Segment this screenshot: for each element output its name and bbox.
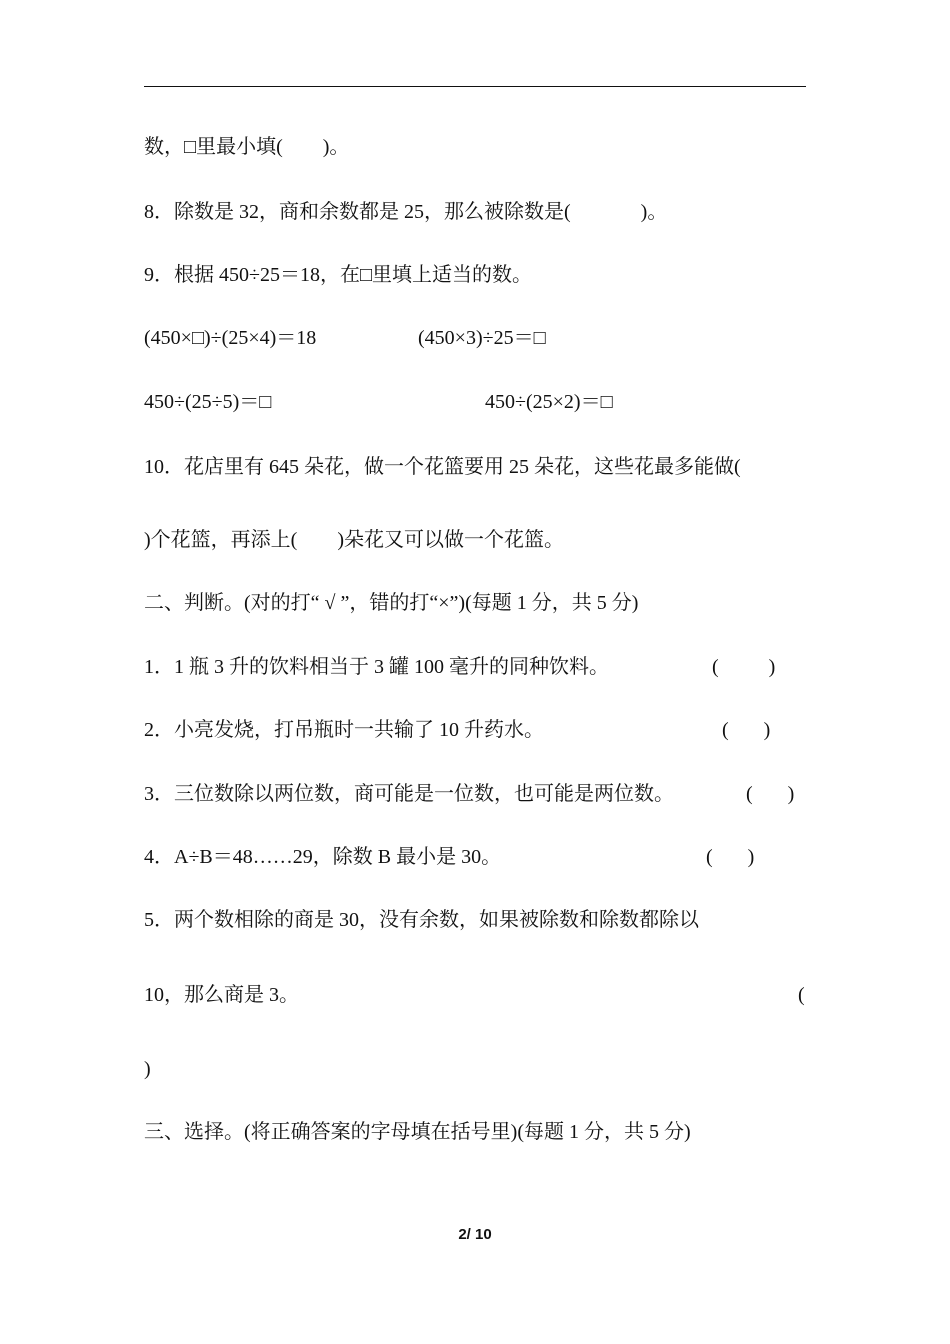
judge-5-continuation: 10，那么商是 3。 [144, 984, 299, 1006]
judge-5-paren-close: ) [144, 1058, 151, 1080]
judge-5-paren-open: ( [798, 984, 805, 1006]
question-8: 8．除数是 32，商和余数都是 25，那么被除数是( )。 [144, 201, 668, 223]
judge-1-paren: ( ) [712, 656, 776, 678]
judge-4-paren: ( ) [706, 846, 755, 868]
q9-expr-4: 450÷(25×2)＝□ [485, 391, 613, 413]
judge-2-paren: ( ) [722, 719, 771, 741]
q7-continuation: 数，□里最小填( )。 [144, 136, 350, 158]
judge-3: 3．三位数除以两位数，商可能是一位数，也可能是两位数。 [144, 783, 674, 805]
judge-1: 1．1 瓶 3 升的饮料相当于 3 罐 100 毫升的同种饮料。 [144, 656, 609, 678]
question-9: 9．根据 450÷25＝18，在□里填上适当的数。 [144, 264, 533, 286]
q10-continuation: )个花篮，再添上( )朵花又可以做一个花篮。 [144, 529, 564, 551]
question-10: 10．花店里有 645 朵花，做一个花篮要用 25 朵花，这些花最多能做( [144, 456, 741, 478]
judge-3-paren: ( ) [746, 783, 795, 805]
judge-5: 5．两个数相除的商是 30，没有余数，如果被除数和除数都除以 [144, 909, 699, 931]
header-rule [144, 86, 806, 87]
judge-2: 2．小亮发烧，打吊瓶时一共输了 10 升药水。 [144, 719, 544, 741]
q9-expr-3: 450÷(25÷5)＝□ [144, 391, 272, 413]
judge-4: 4．A÷B＝48……29，除数 B 最小是 30。 [144, 846, 502, 868]
q9-expr-1: (450×□)÷(25×4)＝18 [144, 327, 317, 349]
section-2-heading: 二、判断。(对的打“ √ ”，错的打“×”)(每题 1 分，共 5 分) [144, 592, 639, 614]
page-number: 2/ 10 [458, 1226, 492, 1243]
q9-expr-2: (450×3)÷25＝□ [418, 327, 546, 349]
section-3-heading: 三、选择。(将正确答案的字母填在括号里)(每题 1 分，共 5 分) [144, 1121, 691, 1143]
